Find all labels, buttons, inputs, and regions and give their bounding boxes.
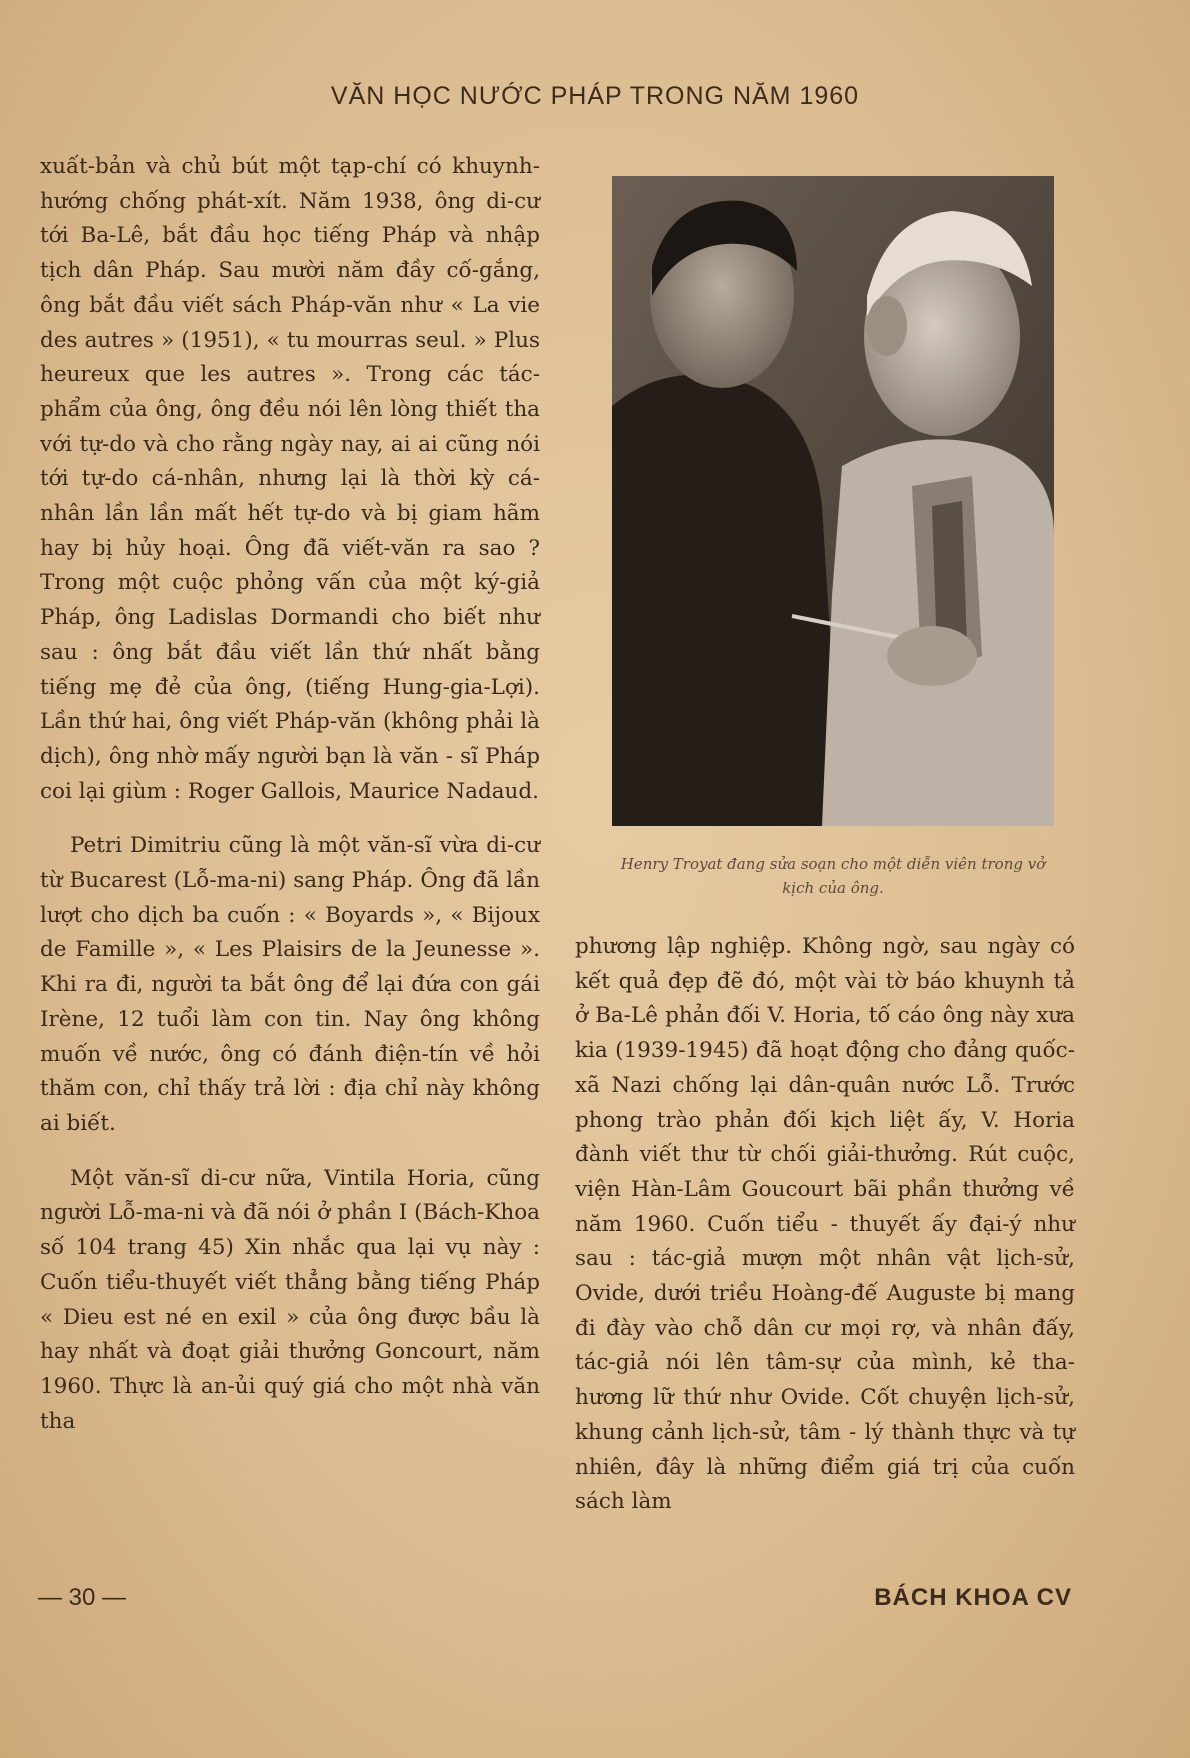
running-header: VĂN HỌC NƯỚC PHÁP TRONG NĂM 1960 (330, 82, 860, 110)
photo-caption: Henry Troyat đang sửa soạn cho một diễn viên trong vở kịch của ông. (620, 855, 1046, 897)
photograph-image (612, 176, 1054, 826)
paragraph: Một văn-sĩ di-cư nữa, Vintila Horia, cũng người Lỗ-ma-ni và đã nói ở phần I (Bách-Khoa số 104 trang 45) Xin nhắc qua lại vụ này : Cuốn tiểu-thuyết viết thẳng bằng tiếng Pháp « Dieu est né en exil » của ông được bầu là hay nhất và đoạt giải thưởng Goncourt, năm 1960. Thực là an-ủi quý giá cho một nhà văn tha (40, 1165, 540, 1434)
left-column (40, 150, 540, 1439)
paragraph: phương lập nghiệp. Không ngờ, sau ngày có kết quả đẹp đẽ đó, một vài tờ báo khuynh tả ở Ba-Lê phản đối V. Horia, tố cáo ông này xưa kia (1939-1945) đã hoạt động cho đảng quốc-xã Nazi chống lại dân-quân nước Lỗ. Trước phong trào phản đối kịch liệt ấy, V. Horia đành viết thư từ chối giải-thưởng. Rút cuộc, viện Hàn-Lâm Goucourt bãi phần thưởng về năm 1960. Cuốn tiểu - thuyết ấy đại-ý như sau : tác-giả mượn một nhân vật lịch-sử, Ovide, dưới triều Hoàng-đế Auguste bị mang đi đày vào chỗ dân cư mọi rợ, và nhân đấy, tác-giả nói lên tâm-sự của mình, kẻ tha-hương lữ thứ như Ovide. Cốt chuyện lịch-sử, khung cảnh lịch-sử, tâm - lý thành thực và tự nhiên, đây là những điểm giá trị của cuốn sách làm (575, 934, 1075, 1515)
paragraph: xuất-bản và chủ bút một tạp-chí có khuynh-hướng chống phát-xít. Năm 1938, ông di-cư tới Ba-Lê, bắt đầu học tiếng Pháp và nhập tịch dân Pháp. Sau mười năm đầy cố-gắng, ông bắt đầu viết sách Pháp-văn như « La vie des autres » (1951), « tu mourras seul. » Plus heureux que les autres ». Trong các tác-phẩm của ông, ông đều nói lên lòng thiết tha với tự-do và cho rằng ngày nay, ai ai cũng nói tới tự-do cá-nhân, nhưng lại là thời kỳ cá-nhân lần lần mất hết tự-do và bị giam hãm hay bị hủy hoại. Ông đã viết-văn ra sao ? Trong một cuộc phỏng vấn của một ký-giả Pháp, ông Ladislas Dormandi cho biết như sau : ông bắt đầu viết lần thứ nhất bằng tiếng mẹ đẻ của ông, (tiếng Hung-gia-Lợi). Lần thứ hai, ông viết Pháp-văn (không phải là dịch), ông nhờ mấy người bạn là văn - sĩ Pháp coi lại giùm : Roger Gallois, Maurice Nadaud. (40, 154, 540, 804)
photograph (612, 176, 1054, 826)
right-column (575, 930, 1075, 1520)
publication-name: BÁCH KHOA CV (874, 1584, 1072, 1611)
page-number: — 30 — (38, 1584, 127, 1611)
paragraph: Petri Dimitriu cũng là một văn-sĩ vừa di-cư từ Bucarest (Lỗ-ma-ni) sang Pháp. Ông đã lần lượt cho dịch ba cuốn : « Boyards », « Bijoux de Famille », « Les Plaisirs de la Jeunesse ». Khi ra đi, người ta bắt ông để lại đứa con gái Irène, 12 tuổi làm con tin. Nay ông không muốn về nước, ông có đánh điện-tín về hỏi thăm con, chỉ thấy trả lời : địa chỉ này không ai biết. (40, 833, 540, 1136)
